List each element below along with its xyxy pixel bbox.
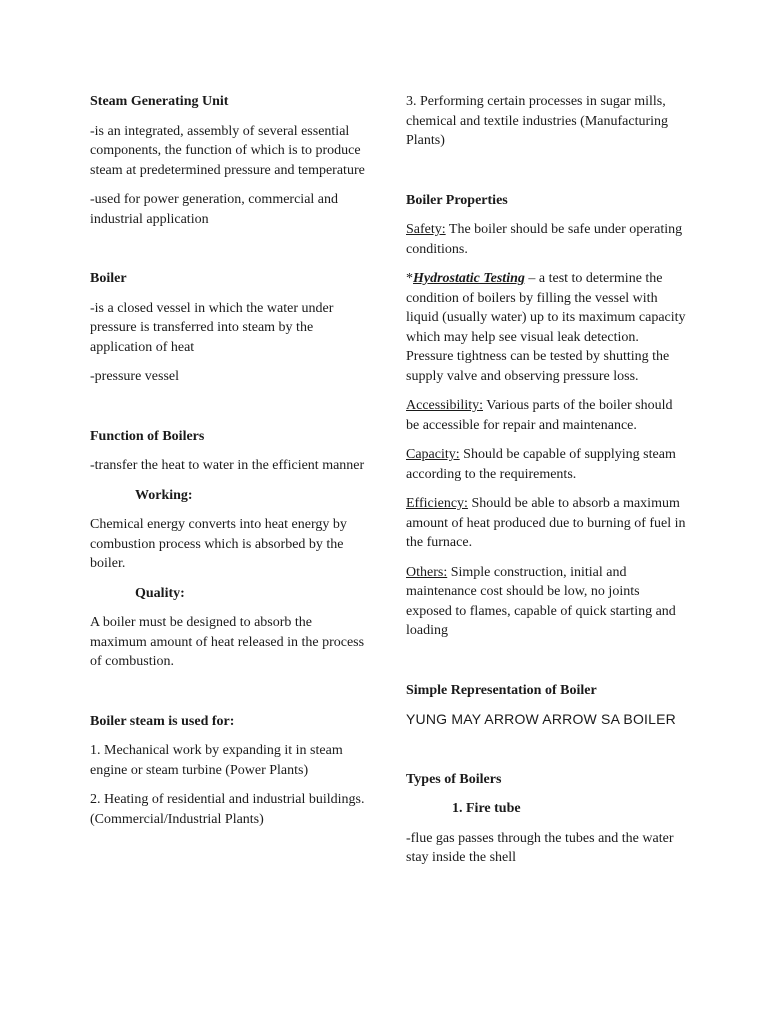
working-text: Chemical energy converts into heat energy by combustion process which is absorbed by the boiler.: [90, 517, 347, 571]
capacity-property: [406, 445, 686, 484]
accessibility-text: Various parts of the boiler should be accessible for repair and maintenance.: [406, 398, 673, 433]
fire-tube-text: -flue gas passes through the tubes and the water stay inside the shell: [406, 830, 674, 865]
function-text: -transfer the heat to water in the efficient manner: [90, 458, 365, 473]
used-item-2: 2. Heating of residential and industrial buildings. (Commercial/Industrial Plants): [90, 792, 365, 827]
efficiency-label: Efficiency:: [406, 496, 468, 511]
used-item-3: 3. Performing certain processes in sugar mills, chemical and textile industries (Manufacturing Plants): [406, 94, 669, 148]
types-of-boilers-heading: Types of Boilers: [406, 771, 502, 787]
fire-tube-heading: 1. Fire tube: [452, 801, 521, 816]
others-label: Others:: [406, 564, 448, 580]
simple-representation-text: YUNG MAY ARROW ARROW SA BOILER: [406, 711, 676, 727]
capacity-text: Should be capable of supplying steam according to the requirements.: [406, 447, 676, 482]
hydrostatic-testing-property: [406, 269, 686, 386]
quality-text: A boiler must be designed to absorb the maximum amount of heat released in the process of combustion.: [90, 615, 365, 669]
steam-usage: -used for power generation, commercial and industrial application: [90, 192, 339, 227]
efficiency-text: Should be able to absorb a maximum amount of heat produced due to burning of fuel in the furnace.: [406, 496, 686, 550]
steam-generating-unit-heading: Steam Generating Unit: [90, 94, 229, 109]
capacity-label: Capacity:: [406, 447, 460, 462]
accessibility-label: Accessibility:: [406, 398, 483, 413]
left-column: [90, 92, 370, 839]
safety-property: [406, 220, 686, 259]
others-text: Simple construction, initial and maintenance cost should be low, no joints exposed to flames, capable of quick starting and loading: [406, 564, 676, 638]
right-column: [406, 92, 686, 878]
boiler-pressure-vessel: -pressure vessel: [90, 369, 180, 384]
hydro-prefix: *: [406, 271, 413, 286]
safety-text: The boiler should be safe under operating conditions.: [406, 222, 683, 257]
boiler-heading: Boiler: [90, 271, 127, 286]
function-of-boilers-heading: Function of Boilers: [90, 428, 205, 444]
boiler-definition: -is a closed vessel in which the water under pressure is transferred into steam by the application of heat: [90, 300, 334, 355]
steam-definition: -is an integrated, assembly of several essential components, the function of which is to produce steam at predetermined pressure and temperature: [90, 123, 365, 178]
efficiency-property: [406, 494, 686, 553]
boiler-properties-heading: Boiler Properties: [406, 192, 508, 208]
others-property: [406, 563, 686, 641]
hydro-text: – a test to determine the condition of boilers by filling the vessel with liquid (usually water) up to its maximum capacity which may help see visual leak detection. Pressure tightness can be tested by shutting the supply valve and observing pressure loss.: [406, 271, 686, 384]
hydro-label: Hydrostatic Testing: [413, 271, 525, 286]
accessibility-property: [406, 396, 686, 435]
boiler-steam-used-heading: Boiler steam is used for:: [90, 713, 235, 729]
simple-representation-heading: Simple Representation of Boiler: [406, 682, 597, 698]
used-item-1: 1. Mechanical work by expanding it in steam engine or steam turbine (Power Plants): [90, 743, 343, 778]
quality-heading: Quality:: [135, 585, 185, 601]
safety-label: Safety:: [406, 222, 446, 237]
working-heading: Working:: [135, 487, 193, 503]
